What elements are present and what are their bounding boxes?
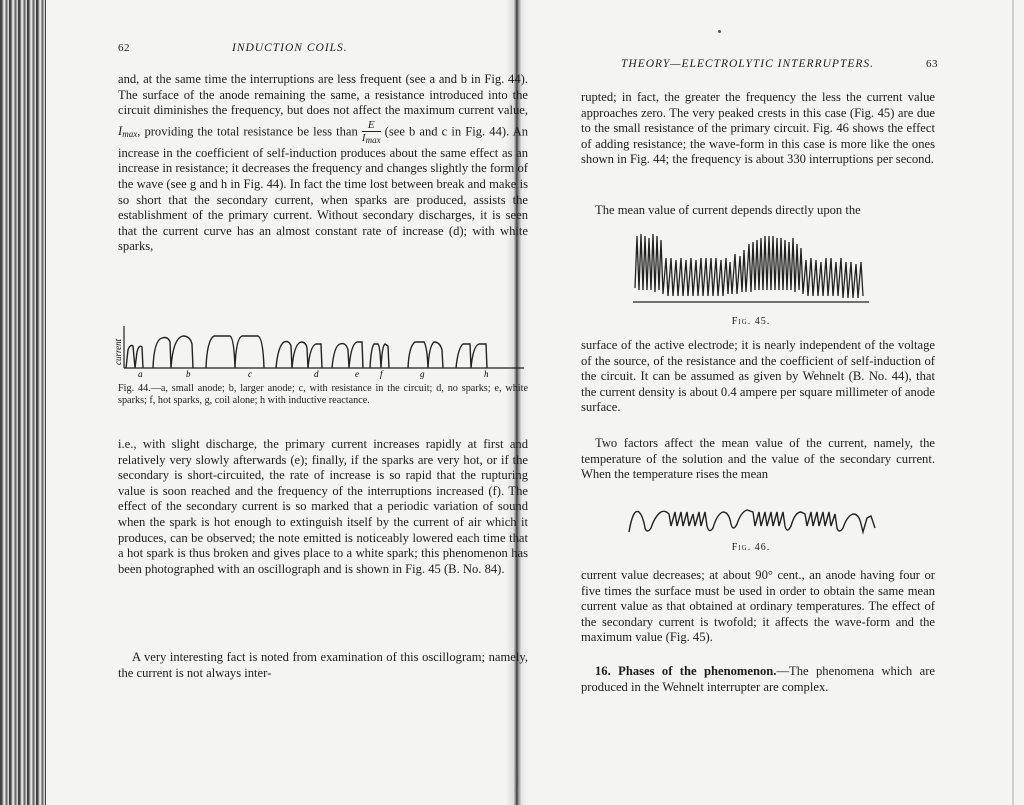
right-page — [555, 0, 950, 805]
fig44-letter-e: e — [355, 369, 359, 379]
left-paragraph-1 — [118, 72, 528, 255]
page-edge-right — [1012, 0, 1014, 805]
figure-45-oscillogram — [631, 228, 871, 308]
left-paragraph-3: A very interesting fact is noted from examination of this oscillogram; namely, the current is not always inter- — [118, 650, 528, 680]
right-page-number: 63 — [926, 58, 938, 70]
fig44-letter-g: g — [420, 369, 425, 379]
figure-45 — [631, 228, 871, 308]
fig44-letter-h: h — [484, 369, 489, 379]
fig44-letter-b: b — [186, 369, 191, 379]
figure-44-caption: Fig. 44.—a, small anode; b, larger anode; c, with resistance in the circuit; d, no sparks; e, white sparks; f, hot sparks, g, coil alone; h with inductive reactance. — [118, 383, 528, 406]
section-heading: 16. Phases of the phenomenon. — [595, 664, 777, 678]
page-edge-shadow-left — [0, 0, 46, 805]
right-paragraph-6 — [581, 664, 935, 695]
left-page-number: 62 — [118, 42, 130, 54]
right-running-head — [555, 58, 950, 74]
figure-46 — [625, 498, 881, 538]
figure-46-oscillogram — [625, 498, 881, 538]
imax-symbol: $I_{max}$ — [118, 124, 138, 140]
right-paragraph-3: surface of the active electrode; it is nearly independent of the voltage of the source, of the resistance and the coefficient of self-induction of the circuit. It can be assumed as given by Wehnelt (B. No. 44), that the current density is about 0.4 ampere per square millimeter of anode surface. — [581, 338, 935, 415]
right-paragraph-4: Two factors affect the mean value of the current, namely, the temperature of the solution and the value of the secondary current. When the temperature rises the mean — [581, 436, 935, 482]
fig44-axis-label: current — [113, 338, 123, 365]
figure-44 — [113, 322, 528, 379]
section-lead-text: —The phenomena which are produced in the Wehnelt interrupter are complex. — [581, 664, 935, 694]
scan-mark — [516, 770, 518, 786]
right-paragraph-5: current value decreases; at about 90° cent., an anode having four or five times the surface must be used in order to obtain the same mean current value as that obtained at ordinary temperatures. The effect of the secondary current is twofold; it affects the wave-form and the maximum value (Fig. 45). — [581, 568, 935, 645]
left-running-title: INDUCTION COILS. — [232, 42, 348, 54]
scan-speck — [718, 30, 721, 33]
left-running-head — [60, 42, 480, 58]
fig44-letter-d: d — [314, 369, 319, 379]
fig44-letter-a: a — [138, 369, 143, 379]
right-paragraph-1: rupted; in fact, the greater the frequency the less the current value approaches zero. The very peaked crests in this case (Fig. 45) are due to the small resistance of the primary circuit. Fig. 46 shows the effect of adding resistance; the wave-form in this case is more like the ones shown in Fig. 44; the frequency is about 330 interruptions per second. — [581, 90, 935, 167]
figure-46-label: Fig. 46. — [731, 542, 771, 553]
right-running-title: THEORY—ELECTROLYTIC INTERRUPTERS. — [621, 58, 875, 70]
e-over-imax-fraction: $\frac{E}{I_{max}}$ — [361, 118, 381, 145]
p1-mid: , providing the total resistance be less than — [137, 124, 358, 139]
left-paragraph-2: i.e., with slight discharge, the primary current increases rapidly at first and relatively very slowly afterwards (e); finally, if the sparks are very hot, or if the secondary is short-circuited, the rate of increase is so rapid that the rupturing value is soon reached and the frequency of the interruptions increased (f). The effect of the secondary current is so marked that a periodic variation of sound when the spark is hot enough to extinguish itself by the current of air which it produces, can be observed; the note emitted is noticeably lowered each time that a hot spark is thus broken and gives place to a white spark; this phenomenon has been photographed with an oscillograph and is shown in Fig. 45 (B. No. 84). — [118, 437, 528, 576]
fig44-letter-c: c — [248, 369, 252, 379]
fig44-letter-f: f — [380, 369, 383, 379]
p1-after: (see b and c in Fig. 44). An increase in the coefficient of self-induction produces about the same effect as an increase in resistance; it decreases the frequency and changes slightly the form of the wave (see g and h in Fig. 44). In fact the time lost between break and make is so short that the secondary current, when sparks are produced, assists the establishment of the primary current. Without secondary discharges, it is seen that the current curve has an almost constant rate of increase (d); with white sparks, — [118, 124, 528, 254]
right-paragraph-2: The mean value of current depends directly upon the — [595, 203, 861, 217]
left-page — [60, 0, 528, 805]
figure-44-waveform — [113, 322, 528, 379]
figure-45-label: Fig. 45. — [731, 316, 771, 327]
p1-before: and, at the same time the interruptions are less frequent (see a and b in Fig. 44). The surface of the anode remaining the same, a resistance introduced into the circuit diminishes the frequency, but does not affect the maximum current value, — [118, 72, 528, 118]
